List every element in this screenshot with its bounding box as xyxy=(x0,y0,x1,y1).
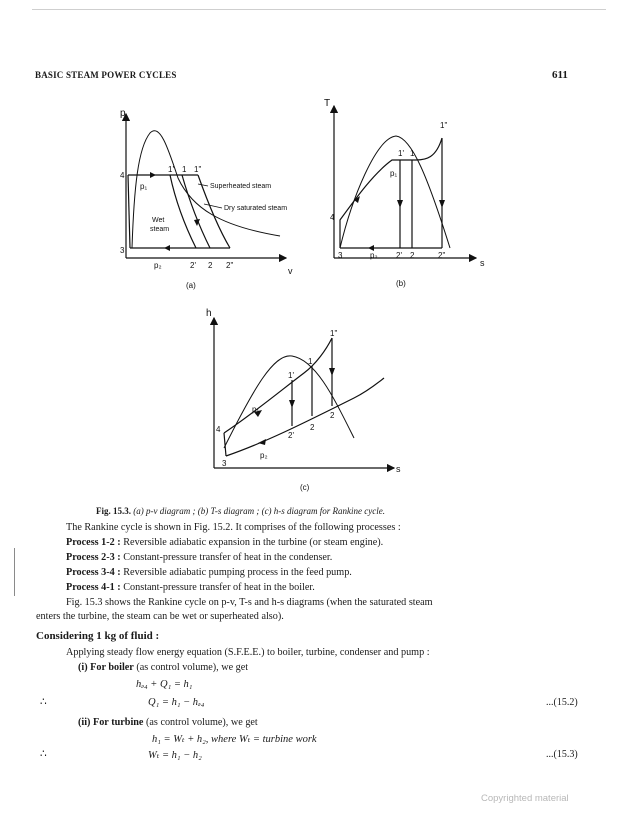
ts-label-2: 2 xyxy=(410,251,415,260)
process-4-1-text: Constant-pressure transfer of heat in the boiler. xyxy=(123,582,315,593)
pv-arrow-2 xyxy=(164,245,170,251)
turbine-label: (ii) For turbine xyxy=(78,717,144,728)
hs-label-2: 2 xyxy=(310,423,315,432)
ts-label-2p: 2' xyxy=(396,251,402,260)
pv-label-2pp: 2" xyxy=(226,261,234,270)
pv-pump-line xyxy=(128,175,130,248)
ts-label-3: 3 xyxy=(338,251,343,260)
pv-label-p2: p₂ xyxy=(154,261,162,270)
pv-sublabel: (a) xyxy=(186,281,196,290)
pv-axis-x-label: v xyxy=(288,266,293,276)
turbine-line xyxy=(78,716,258,729)
pv-label-1p: 1' xyxy=(168,165,174,174)
pv-diagram xyxy=(110,108,310,298)
pv-label-2p: 2' xyxy=(190,261,196,270)
pv-label-1pp: 1" xyxy=(194,165,202,174)
process-4-1-label: Process 4-1 : xyxy=(66,582,121,593)
turbine-text: (as control volume), we get xyxy=(146,717,258,728)
pv-label-p1: p₁ xyxy=(140,182,148,191)
page-top-rule xyxy=(32,9,606,10)
fig-paragraph-line-1: Fig. 15.3 shows the Rankine cycle on p-v, T-s and h-s diagrams (when the saturated steam xyxy=(66,597,433,608)
figure-caption-text: (a) p-v diagram ; (b) T-s diagram ; (c) h-s diagram for Rankine cycle. xyxy=(133,506,386,516)
pv-label-3: 3 xyxy=(120,246,125,255)
figure-caption xyxy=(96,506,385,516)
ts-arrow-2 xyxy=(439,200,445,208)
pv-expansion-1p xyxy=(170,175,196,248)
pv-label-1: 1 xyxy=(182,165,187,174)
process-1-2-text: Reversible adiabatic expansion in the turbine (or steam engine). xyxy=(123,537,384,548)
process-2-3-text: Constant-pressure transfer of heat in the condenser. xyxy=(123,552,333,563)
hs-axis-x-label: s xyxy=(396,464,401,474)
hs-diagram xyxy=(204,308,414,498)
ts-arrow-1 xyxy=(397,200,403,208)
process-2-3-label: Process 2-3 : xyxy=(66,552,121,563)
equation-number-15-3: ...(15.3) xyxy=(546,749,578,760)
running-title: BASIC STEAM POWER CYCLES xyxy=(35,70,177,80)
equation-q1: Q₁ = h₁ − hₔ₄ xyxy=(148,697,205,708)
hs-label-p2: p₂ xyxy=(260,451,268,460)
hs-sublabel: (c) xyxy=(300,483,310,492)
equation-number-15-2: ...(15.2) xyxy=(546,697,578,708)
hs-label-2-b: 2 xyxy=(330,411,335,420)
hs-line-p1 xyxy=(224,338,332,433)
fig-paragraph-line-2: enters the turbine, the steam can be wet or superheated also). xyxy=(36,611,284,622)
ts-label-p2: p₂ xyxy=(370,251,378,260)
process-1-2 xyxy=(66,536,383,549)
process-2-3 xyxy=(66,551,332,564)
intro-paragraph: The Rankine cycle is shown in Fig. 15.2. It comprises of the following processes : xyxy=(66,522,401,533)
pv-arrow-1 xyxy=(150,172,156,178)
boiler-line xyxy=(78,661,248,674)
margin-mark xyxy=(14,548,15,596)
ts-diagram xyxy=(316,98,506,294)
ts-label-1: 1 xyxy=(410,149,415,158)
pv-label-2: 2 xyxy=(208,261,213,270)
boiler-label: (i) For boiler xyxy=(78,662,134,673)
ts-axis-x-label: s xyxy=(480,258,485,268)
pv-leader-dry xyxy=(204,204,222,208)
ts-label-p1: p₁ xyxy=(390,169,398,178)
figure-caption-label: Fig. 15.3. xyxy=(96,506,131,516)
equation-wt: Wₜ = h₁ − h₂ xyxy=(148,750,202,761)
pv-leader-superheated xyxy=(198,184,208,186)
hs-label-2p: 2' xyxy=(288,431,294,440)
process-3-4-text: Reversible adiabatic pumping process in the feed pump. xyxy=(123,567,352,578)
process-4-1 xyxy=(66,581,315,594)
hs-arrow-3 xyxy=(258,439,266,445)
ts-label-1p: 1' xyxy=(398,149,404,158)
ts-sublabel: (b) xyxy=(396,279,406,288)
ts-saturation-dome xyxy=(340,136,450,248)
process-3-4-label: Process 3-4 : xyxy=(66,567,121,578)
ts-label-4: 4 xyxy=(330,213,335,222)
equation-boiler-energy: hₔ₄ + Q₁ = h₁ xyxy=(136,679,193,690)
hs-label-4: 4 xyxy=(216,425,221,434)
therefore-symbol-1: ∴ xyxy=(40,697,47,708)
hs-label-1: 1 xyxy=(308,357,313,366)
hs-label-1p: 1' xyxy=(288,371,294,380)
hs-line-p2 xyxy=(226,378,384,456)
considering-heading: Considering 1 kg of fluid : xyxy=(36,630,160,642)
applying-paragraph: Applying steady flow energy equation (S.F.E.E.) to boiler, turbine, condenser and pump : xyxy=(66,647,430,658)
hs-arrow-1 xyxy=(289,400,295,408)
hs-label-p1: p₁ xyxy=(252,405,260,414)
process-1-2-label: Process 1-2 : xyxy=(66,537,121,548)
pv-annotation-dry: Dry saturated steam xyxy=(224,205,288,212)
pv-annotation-superheated: Superheated steam xyxy=(210,183,272,190)
equation-turbine-energy: h₁ = Wₜ + h₂, where Wₜ = turbine work xyxy=(152,734,317,745)
ts-label-1pp: 1" xyxy=(440,121,448,130)
pv-annotation-wet-2: steam xyxy=(150,226,170,233)
pv-annotation-wet-1: Wet xyxy=(152,217,165,224)
ts-heating-line xyxy=(340,138,442,248)
ts-label-2pp: 2" xyxy=(438,251,446,260)
hs-label-3: 3 xyxy=(222,459,227,468)
pv-label-4: 4 xyxy=(120,171,125,180)
page-number: 611 xyxy=(552,69,568,81)
hs-label-1pp: 1" xyxy=(330,329,338,338)
hs-axis-y-label: h xyxy=(206,308,212,319)
pv-axis-y-label: p xyxy=(120,108,126,119)
ts-axis-y-label: T xyxy=(324,98,331,109)
therefore-symbol-2: ∴ xyxy=(40,749,47,760)
boiler-text: (as control volume), we get xyxy=(136,662,249,673)
copyright-notice: Copyrighted material xyxy=(481,793,569,804)
process-3-4 xyxy=(66,566,352,579)
hs-arrow-2 xyxy=(329,368,335,376)
